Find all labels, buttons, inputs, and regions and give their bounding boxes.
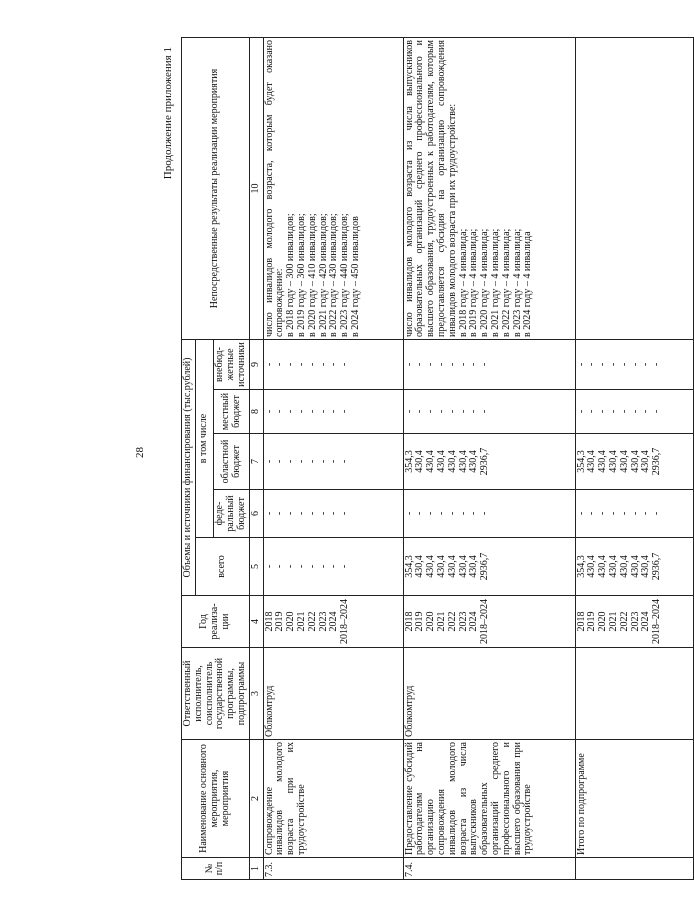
header-year: Год реализа-ции — [182, 596, 250, 648]
value-cell: 430,4 — [414, 450, 426, 473]
value-cell: - — [339, 409, 351, 414]
col-number: 5 — [249, 538, 263, 596]
col-number: 9 — [249, 340, 263, 390]
year-cell: 2018–2024 — [479, 599, 491, 644]
value-cell: - — [446, 409, 458, 414]
col-number: 4 — [249, 596, 263, 648]
total-years — [575, 596, 693, 648]
value-cell: - — [640, 511, 652, 516]
value-cell: - — [414, 409, 426, 414]
value-cell: 354,3 — [575, 555, 587, 578]
value-cell: - — [479, 511, 491, 516]
result-line: в 2023 году – 4 инвалида; — [511, 228, 523, 337]
value-cell: 430,4 — [468, 450, 480, 473]
value-cell: - — [629, 511, 641, 516]
value-cell: 430,4 — [618, 555, 630, 578]
value-cell: - — [295, 409, 307, 414]
result-line: в 2018 году – 4 инвалида; — [457, 228, 469, 337]
value-cell: 430,4 — [607, 450, 619, 473]
value-cell: - — [575, 362, 587, 367]
header-total: всего — [195, 538, 249, 596]
value-cell: 2936,7 — [479, 447, 491, 476]
value-cell: - — [586, 511, 598, 516]
value-cell: - — [285, 362, 297, 367]
row-local — [263, 390, 403, 434]
total-extrabudget — [575, 340, 693, 390]
value-cell: - — [575, 511, 587, 516]
value-cell: - — [435, 511, 447, 516]
result-line: в 2021 году – 420 инвалидов; — [317, 213, 329, 337]
value-cell: - — [317, 459, 329, 464]
value-cell: - — [263, 511, 275, 516]
value-cell: - — [607, 511, 619, 516]
value-cell: - — [403, 409, 415, 414]
value-cell: - — [640, 409, 652, 414]
header-including: в том числе — [195, 340, 214, 538]
header-executor: Ответственный исполнитель, соисполнитель государственной программы, подпрограммы — [182, 648, 250, 740]
value-cell: - — [468, 409, 480, 414]
value-cell: 430,4 — [618, 450, 630, 473]
row-results — [403, 38, 575, 340]
value-cell: - — [640, 362, 652, 367]
year-cell: 2020 — [285, 611, 297, 632]
result-line: в 2022 году – 430 инвалидов; — [328, 213, 340, 337]
result-line: в 2020 году – 410 инвалидов; — [306, 213, 318, 337]
value-cell: - — [306, 564, 318, 569]
row-executor: Облкомтруд — [263, 648, 403, 740]
page-number: 28 — [134, 447, 146, 458]
header-federal: феде-ральный бюджет — [214, 490, 249, 538]
value-cell: - — [651, 511, 663, 516]
row-federal — [403, 490, 575, 538]
value-cell: - — [629, 362, 641, 367]
value-cell: - — [285, 564, 297, 569]
value-cell: - — [618, 362, 630, 367]
value-cell: 430,4 — [597, 555, 609, 578]
value-cell: 430,4 — [425, 555, 437, 578]
row-executor: Облкомтруд — [403, 648, 575, 740]
value-cell: 430,4 — [629, 450, 641, 473]
value-cell: 430,4 — [446, 555, 458, 578]
value-cell: - — [618, 511, 630, 516]
value-cell: - — [339, 564, 351, 569]
col-number: 7 — [249, 434, 263, 490]
header-num: № п/п — [182, 858, 250, 880]
value-cell: 430,4 — [586, 555, 598, 578]
value-cell: - — [295, 362, 307, 367]
value-cell: - — [328, 564, 340, 569]
row-local — [403, 390, 575, 434]
value-cell: 430,4 — [457, 555, 469, 578]
value-cell: - — [295, 564, 307, 569]
header-local: местный бюджет — [214, 390, 249, 434]
row-results — [263, 38, 403, 340]
year-cell: 2023 — [629, 611, 641, 632]
value-cell: - — [414, 511, 426, 516]
value-cell: - — [328, 459, 340, 464]
value-cell: 430,4 — [435, 450, 447, 473]
year-cell: 2018 — [403, 611, 415, 632]
value-cell: - — [457, 409, 469, 414]
value-cell: - — [285, 409, 297, 414]
value-cell: 2936,7 — [651, 552, 663, 581]
table-row — [403, 38, 575, 880]
year-cell: 2023 — [457, 611, 469, 632]
value-cell: - — [285, 459, 297, 464]
year-cell: 2018 — [263, 611, 275, 632]
table-total-row — [575, 38, 693, 880]
col-number: 2 — [249, 740, 263, 858]
value-cell: 430,4 — [586, 450, 598, 473]
year-cell: 2021 — [435, 611, 447, 632]
value-cell: - — [629, 409, 641, 414]
value-cell: - — [607, 409, 619, 414]
value-cell: - — [479, 362, 491, 367]
value-cell: - — [479, 409, 491, 414]
year-cell: 2024 — [328, 611, 340, 632]
value-cell: - — [328, 409, 340, 414]
value-cell: - — [306, 409, 318, 414]
row-total — [403, 538, 575, 596]
value-cell: - — [317, 511, 329, 516]
row-num: 7.4. — [403, 858, 575, 880]
year-cell: 2020 — [597, 611, 609, 632]
rotated-sheet — [134, 25, 663, 880]
value-cell: - — [295, 459, 307, 464]
value-cell: - — [317, 409, 329, 414]
value-cell: - — [425, 409, 437, 414]
value-cell: 430,4 — [597, 450, 609, 473]
value-cell: - — [651, 362, 663, 367]
value-cell: - — [317, 362, 329, 367]
header-name: Наименование основного мероприятия, мероприятия — [182, 740, 250, 858]
value-cell: - — [306, 511, 318, 516]
value-cell: - — [339, 362, 351, 367]
result-line: в 2019 году – 360 инвалидов; — [295, 213, 307, 337]
value-cell: - — [435, 409, 447, 414]
row-years — [403, 596, 575, 648]
col-number: 1 — [249, 858, 263, 880]
year-cell: 2020 — [425, 611, 437, 632]
value-cell: - — [317, 564, 329, 569]
value-cell: - — [575, 409, 587, 414]
row-extrabudget — [263, 340, 403, 390]
row-years — [263, 596, 403, 648]
total-label: Итого по подпрограмме — [575, 740, 693, 858]
col-number: 3 — [249, 648, 263, 740]
value-cell: 430,4 — [435, 555, 447, 578]
value-cell: - — [468, 511, 480, 516]
header-financing: Объемы и источники финансирования (тыс.рублей) — [182, 340, 196, 596]
row-extrabudget — [403, 340, 575, 390]
year-cell: 2019 — [274, 611, 286, 632]
value-cell: 2936,7 — [479, 552, 491, 581]
value-cell: - — [339, 459, 351, 464]
value-cell: - — [607, 362, 619, 367]
value-cell: - — [618, 409, 630, 414]
row-name: Сопровождение инвалидов молодого возраста при их трудоустройстве — [263, 740, 403, 858]
year-cell: 2019 — [586, 611, 598, 632]
program-table — [181, 37, 694, 880]
year-cell: 2018–2024 — [339, 599, 351, 644]
year-cell: 2018–2024 — [651, 599, 663, 644]
year-cell: 2022 — [618, 611, 630, 632]
result-line: в 2021 году – 4 инвалида; — [489, 228, 501, 337]
value-cell: - — [403, 511, 415, 516]
value-cell: - — [403, 362, 415, 367]
year-cell: 2022 — [306, 611, 318, 632]
year-cell: 2018 — [575, 611, 587, 632]
value-cell: - — [328, 362, 340, 367]
value-cell: 430,4 — [640, 450, 652, 473]
value-cell: - — [274, 511, 286, 516]
col-number: 6 — [249, 490, 263, 538]
value-cell: 430,4 — [468, 555, 480, 578]
value-cell: - — [457, 511, 469, 516]
value-cell: 430,4 — [425, 450, 437, 473]
continuation-note: Продолжение приложения 1 — [162, 47, 174, 180]
value-cell: - — [457, 362, 469, 367]
year-cell: 2023 — [317, 611, 329, 632]
value-cell: - — [586, 409, 598, 414]
value-cell: - — [263, 564, 275, 569]
column-number-row — [249, 38, 263, 880]
value-cell: - — [328, 511, 340, 516]
total-federal — [575, 490, 693, 538]
value-cell: 430,4 — [640, 555, 652, 578]
value-cell: - — [446, 511, 458, 516]
value-cell: - — [414, 362, 426, 367]
value-cell: 354,3 — [403, 450, 415, 473]
year-cell: 2021 — [295, 611, 307, 632]
value-cell: - — [263, 459, 275, 464]
value-cell: - — [274, 362, 286, 367]
value-cell: - — [425, 511, 437, 516]
row-total — [263, 538, 403, 596]
value-cell: - — [306, 459, 318, 464]
row-regional — [403, 434, 575, 490]
header-regional: областной бюджет — [214, 434, 249, 490]
value-cell: - — [295, 511, 307, 516]
value-cell: - — [263, 409, 275, 414]
value-cell: - — [306, 362, 318, 367]
value-cell: 430,4 — [446, 450, 458, 473]
value-cell: - — [274, 459, 286, 464]
value-cell: - — [586, 362, 598, 367]
value-cell: - — [651, 409, 663, 414]
result-intro: число инвалидов молодого возраста из числа выпускников образовательных организаций среднего профессионального и высшего образования, трудоустроенных к работодателям, которым предоставляется субсидия на организацию сопровождения инвалидов молодого возраста при их трудоустройстве: — [403, 40, 458, 337]
col-number: 10 — [249, 38, 263, 340]
value-cell: - — [339, 511, 351, 516]
result-line: в 2020 году – 4 инвалида; — [479, 228, 491, 337]
table-row — [263, 38, 403, 880]
row-federal — [263, 490, 403, 538]
value-cell: 430,4 — [457, 450, 469, 473]
header-results: Непосредственные результаты реализации мероприятия — [182, 38, 250, 340]
header-extrabudget: внебюд-жетные источники — [214, 340, 249, 390]
value-cell: - — [263, 362, 275, 367]
result-line: в 2024 году – 450 инвалидов — [349, 216, 361, 337]
value-cell: - — [597, 511, 609, 516]
value-cell: - — [435, 362, 447, 367]
value-cell: - — [285, 511, 297, 516]
total-regional — [575, 434, 693, 490]
value-cell: 354,3 — [403, 555, 415, 578]
result-line: в 2023 году – 440 инвалидов; — [339, 213, 351, 337]
value-cell: 430,4 — [607, 555, 619, 578]
value-cell: - — [597, 409, 609, 414]
result-line: в 2024 году – 4 инвалида — [522, 231, 534, 337]
value-cell: 430,4 — [414, 555, 426, 578]
result-line: в 2018 году – 300 инвалидов; — [285, 213, 297, 337]
value-cell: 430,4 — [629, 555, 641, 578]
value-cell: - — [425, 362, 437, 367]
value-cell: - — [597, 362, 609, 367]
year-cell: 2019 — [414, 611, 426, 632]
result-line: в 2019 году – 4 инвалида; — [468, 228, 480, 337]
value-cell: 2936,7 — [651, 447, 663, 476]
result-line: в 2022 году – 4 инвалида; — [500, 228, 512, 337]
value-cell: - — [274, 409, 286, 414]
value-cell: - — [274, 564, 286, 569]
col-number: 8 — [249, 390, 263, 434]
row-num: 7.3. — [263, 858, 403, 880]
value-cell: - — [468, 362, 480, 367]
table-header — [182, 38, 264, 880]
result-intro: число инвалидов молодого возраста, которым будет оказано сопровождение: — [263, 40, 286, 337]
year-cell: 2024 — [640, 611, 652, 632]
total-total — [575, 538, 693, 596]
year-cell: 2022 — [446, 611, 458, 632]
year-cell: 2024 — [468, 611, 480, 632]
row-regional — [263, 434, 403, 490]
value-cell: - — [446, 362, 458, 367]
row-name: Предоставление субсидий работодателям на организацию сопровождения инвалидов молодого возраста из числа выпускников образовательных организаций среднего профессионального и высшего образования при трудоустройстве — [403, 740, 575, 858]
total-local — [575, 390, 693, 434]
year-cell: 2021 — [607, 611, 619, 632]
value-cell: 354,3 — [575, 450, 587, 473]
